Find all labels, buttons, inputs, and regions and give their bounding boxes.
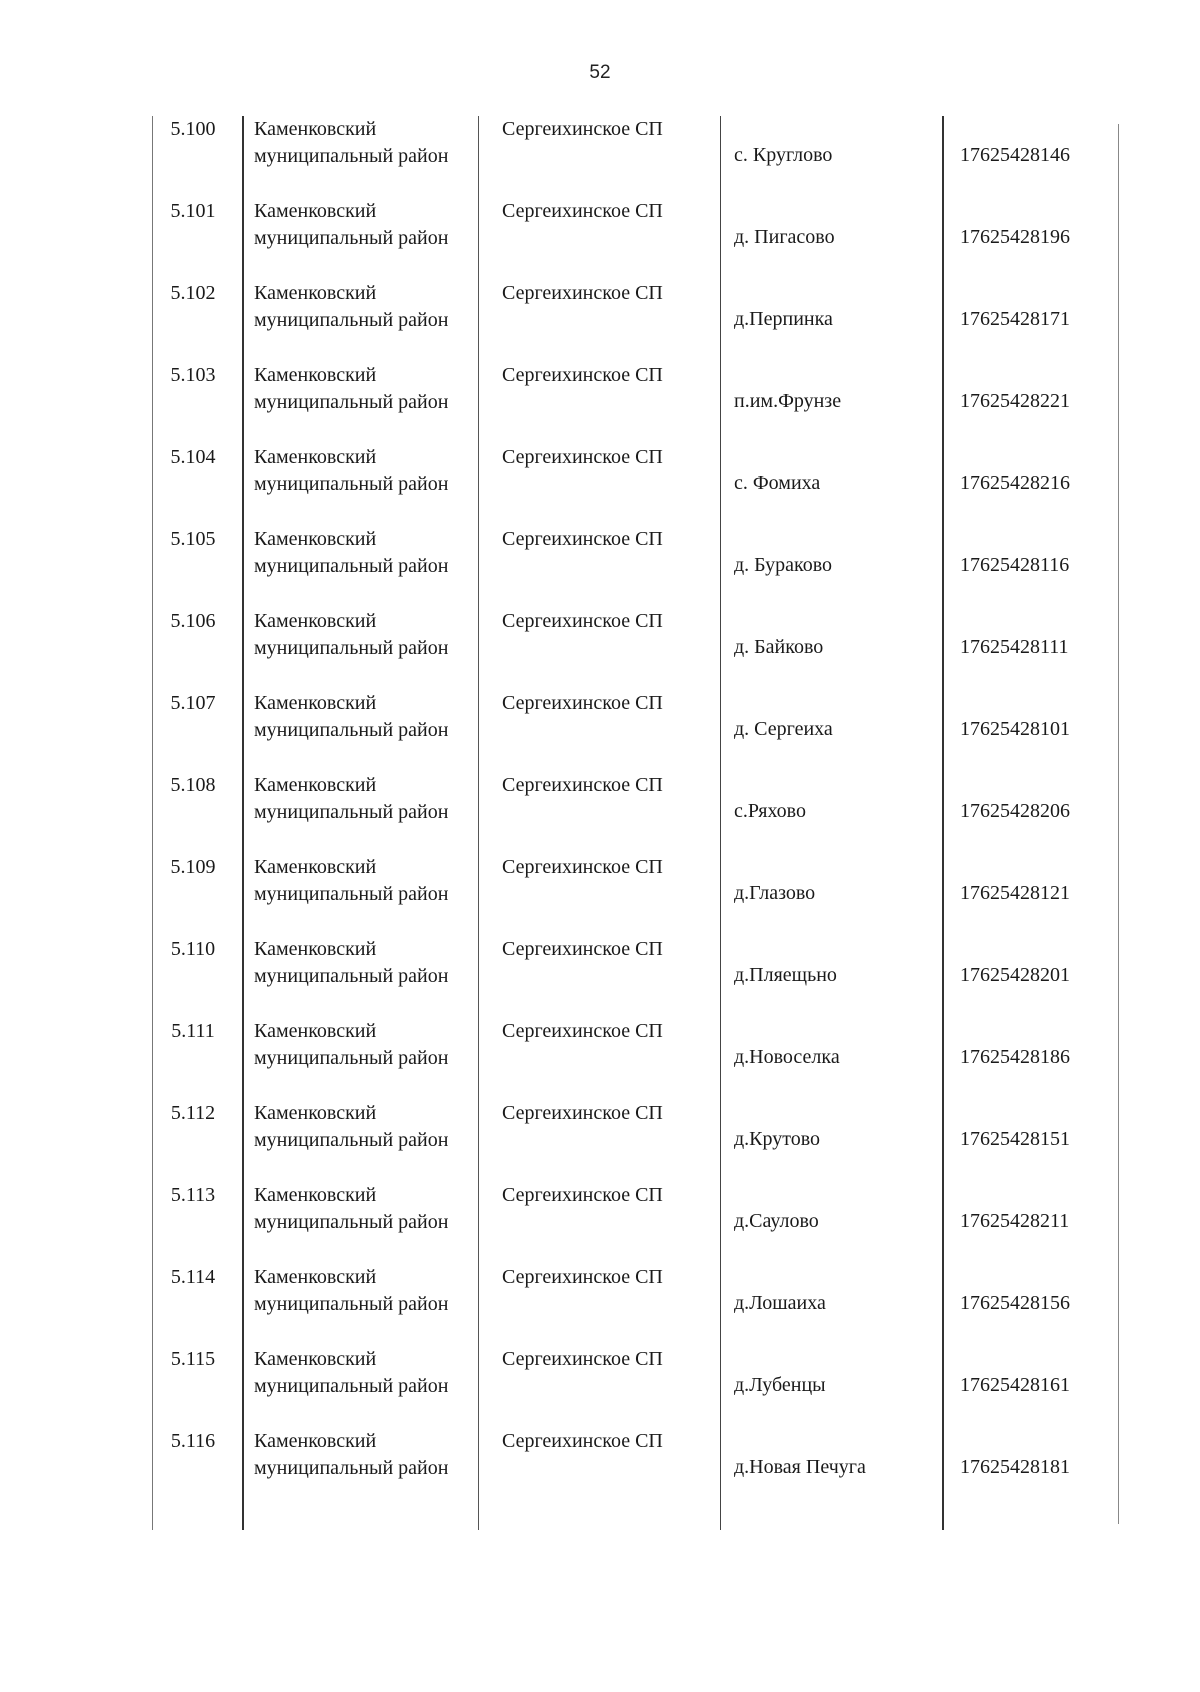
table-row [152, 526, 1112, 608]
oktmo-code-cell: 17625428116 [960, 554, 1070, 576]
row-number: 5.107 [170, 692, 216, 714]
district-cell: Каменковский муниципальный район [254, 528, 449, 577]
settlement-cell: Сергеихинское СП [502, 528, 663, 550]
table-row [152, 116, 1112, 198]
settlement-cell: Сергеихинское СП [502, 1020, 663, 1042]
oktmo-code-cell: 17625428221 [960, 390, 1070, 412]
locality-cell: с. Фомиха [734, 472, 821, 494]
row-number: 5.100 [170, 118, 216, 140]
row-number: 5.102 [170, 282, 216, 304]
table-row [152, 362, 1112, 444]
district-cell: Каменковский муниципальный район [254, 1020, 449, 1069]
district-cell: Каменковский муниципальный район [254, 938, 449, 987]
locality-cell: д.Глазово [734, 882, 816, 904]
district-cell: Каменковский муниципальный район [254, 610, 449, 659]
district-cell: Каменковский муниципальный район [254, 1184, 449, 1233]
settlement-cell: Сергеихинское СП [502, 200, 663, 222]
table-row [152, 1182, 1112, 1264]
oktmo-code-cell: 17625428101 [960, 718, 1070, 740]
table-row [152, 1264, 1112, 1346]
settlement-cell: Сергеихинское СП [502, 118, 663, 140]
settlement-cell: Сергеихинское СП [502, 774, 663, 796]
row-number: 5.101 [170, 200, 216, 222]
table-row [152, 198, 1112, 280]
locality-cell: д. Бураково [734, 554, 833, 576]
oktmo-code-cell: 17625428186 [960, 1046, 1070, 1068]
table-row [152, 444, 1112, 526]
page-number: 52 [589, 62, 611, 83]
settlement-cell: Сергеихинское СП [502, 692, 663, 714]
oktmo-code-cell: 17625428156 [960, 1292, 1070, 1314]
district-cell: Каменковский муниципальный район [254, 692, 449, 741]
table-row [152, 280, 1112, 362]
row-number: 5.116 [170, 1430, 216, 1452]
locality-cell: д.Крутово [734, 1128, 821, 1150]
row-number: 5.114 [170, 1266, 216, 1288]
settlement-cell: Сергеихинское СП [502, 1102, 663, 1124]
settlement-cell: Сергеихинское СП [502, 938, 663, 960]
row-number: 5.113 [170, 1184, 216, 1206]
district-cell: Каменковский муниципальный район [254, 282, 449, 331]
district-cell: Каменковский муниципальный район [254, 856, 449, 905]
row-number: 5.106 [170, 610, 216, 632]
table-row [152, 772, 1112, 854]
district-cell: Каменковский муниципальный район [254, 200, 449, 249]
settlement-cell: Сергеихинское СП [502, 856, 663, 878]
locality-cell: д.Новая Печуга [734, 1456, 866, 1478]
row-number: 5.108 [170, 774, 216, 796]
table-row [152, 1018, 1112, 1100]
locality-cell: д.Перпинка [734, 308, 833, 330]
district-cell: Каменковский муниципальный район [254, 1102, 449, 1151]
oktmo-code-cell: 17625428151 [960, 1128, 1070, 1150]
locality-cell: д. Сергеиха [734, 718, 833, 740]
locality-cell: с. Круглово [734, 144, 833, 166]
locality-cell: д.Пляещьно [734, 964, 837, 986]
district-cell: Каменковский муниципальный район [254, 1348, 449, 1397]
district-cell: Каменковский муниципальный район [254, 446, 449, 495]
row-number: 5.112 [170, 1102, 216, 1124]
row-number: 5.109 [170, 856, 216, 878]
locality-cell: д.Лубенцы [734, 1374, 826, 1396]
row-number: 5.103 [170, 364, 216, 386]
row-number: 5.110 [170, 938, 216, 960]
settlement-cell: Сергеихинское СП [502, 282, 663, 304]
oktmo-code-cell: 17625428196 [960, 226, 1070, 248]
oktmo-code-cell: 17625428146 [960, 144, 1070, 166]
locality-cell: д. Пигасово [734, 226, 835, 248]
locality-cell: д.Новоселка [734, 1046, 840, 1068]
oktmo-code-cell: 17625428171 [960, 308, 1070, 330]
oktmo-code-cell: 17625428206 [960, 800, 1070, 822]
locality-cell: д. Байково [734, 636, 824, 658]
district-cell: Каменковский муниципальный район [254, 364, 449, 413]
table-row [152, 1346, 1112, 1428]
settlement-cell: Сергеихинское СП [502, 446, 663, 468]
table-row [152, 936, 1112, 1018]
oktmo-code-cell: 17625428211 [960, 1210, 1070, 1232]
settlement-cell: Сергеихинское СП [502, 364, 663, 386]
row-number: 5.111 [171, 1020, 215, 1042]
district-cell: Каменковский муниципальный район [254, 1266, 449, 1315]
oktmo-code-cell: 17625428181 [960, 1456, 1070, 1478]
oktmo-code-cell: 17625428161 [960, 1374, 1070, 1396]
row-number: 5.115 [170, 1348, 216, 1370]
district-cell: Каменковский муниципальный район [254, 774, 449, 823]
district-cell: Каменковский муниципальный район [254, 118, 449, 167]
row-number: 5.105 [170, 528, 216, 550]
table-border-right [1118, 124, 1119, 1524]
oktmo-code-cell: 17625428111 [960, 636, 1069, 658]
oktmo-code-cell: 17625428216 [960, 472, 1070, 494]
settlement-cell: Сергеихинское СП [502, 1430, 663, 1452]
oktmo-code-cell: 17625428201 [960, 964, 1070, 986]
settlement-cell: Сергеихинское СП [502, 1348, 663, 1370]
table-row [152, 608, 1112, 690]
district-cell: Каменковский муниципальный район [254, 1430, 449, 1479]
settlement-cell: Сергеихинское СП [502, 1266, 663, 1288]
settlements-table [152, 116, 1112, 1510]
table-row [152, 854, 1112, 936]
locality-cell: с.Ряхово [734, 800, 806, 822]
locality-cell: д.Лошаиха [734, 1292, 826, 1314]
locality-cell: д.Саулово [734, 1210, 819, 1232]
locality-cell: п.им.Фрунзе [734, 390, 842, 412]
settlement-cell: Сергеихинское СП [502, 1184, 663, 1206]
table-row [152, 1100, 1112, 1182]
table-row [152, 1428, 1112, 1510]
table-row [152, 690, 1112, 772]
oktmo-code-cell: 17625428121 [960, 882, 1070, 904]
row-number: 5.104 [170, 446, 216, 468]
settlement-cell: Сергеихинское СП [502, 610, 663, 632]
